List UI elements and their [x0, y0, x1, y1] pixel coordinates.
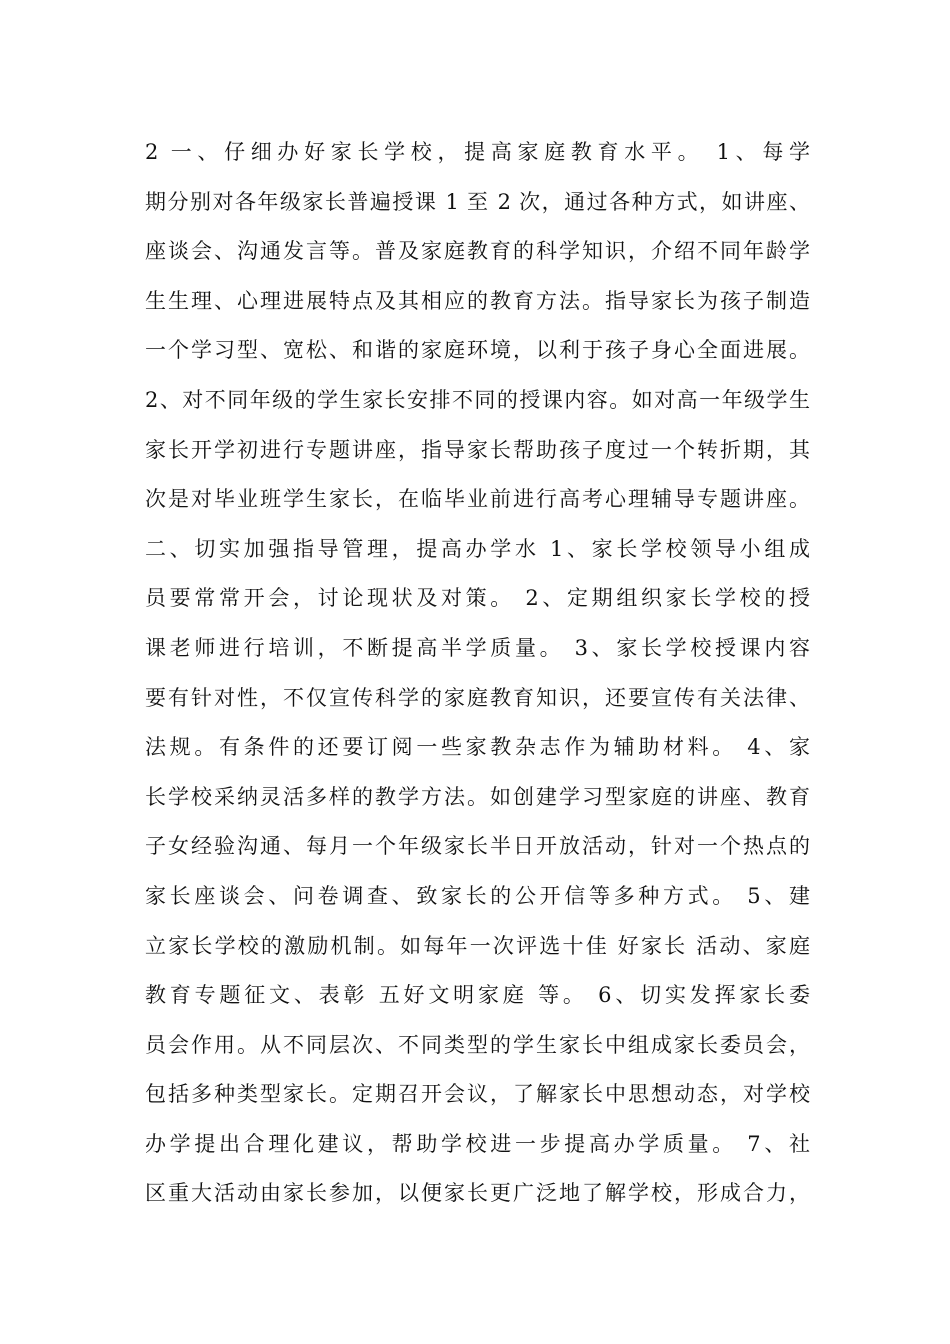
text-line: 2、对不同年级的学生家长安排不同的授课内容。如对高一年级学生: [145, 387, 810, 412]
text-line: 办学提出合理化建议，帮助学校进一步提高办学质量。 7、社: [145, 1131, 810, 1156]
text-line: 课老师进行培训，不断提高半学质量。 3、家长学校授课内容: [145, 635, 810, 660]
text-line: 期分别对各年级家长普遍授课 1 至 2 次，通过各种方式，如讲座、: [145, 189, 810, 214]
text-line: 法规。有条件的还要订阅一些家教杂志作为辅助材料。 4、家: [145, 735, 810, 760]
text-line: 2 一、仔细办好家长学校，提高家庭教育水平。 1、每学: [145, 140, 810, 164]
text-line: 区重大活动由家长参加，以便家长更广泛地了解学校，形成合力，: [145, 1181, 810, 1206]
text-line: 生生理、心理进展特点及其相应的教育方法。指导家长为孩子制造: [145, 288, 810, 313]
text-line: 员要常常开会，讨论现状及对策。 2、定期组织家长学校的授: [145, 586, 810, 611]
text-line: 一个学习型、宽松、和谐的家庭环境，以利于孩子身心全面进展。: [145, 338, 810, 363]
text-line: 员会作用。从不同层次、不同类型的学生家长中组成家长委员会，: [145, 1032, 810, 1057]
text-line: 子女经验沟通、每月一个年级家长半日开放活动，针对一个热点的: [145, 834, 810, 859]
text-line: 教育专题征文、表彰 五好文明家庭 等。 6、切实发挥家长委: [145, 983, 810, 1008]
text-line: 家长座谈会、问卷调查、致家长的公开信等多种方式。 5、建: [145, 883, 810, 908]
text-line: 要有针对性，不仅宣传科学的家庭教育知识，还要宣传有关法律、: [145, 685, 810, 710]
text-line: 二、切实加强指导管理，提高办学水 1、家长学校领导小组成: [145, 536, 810, 561]
body-text: [145, 128, 810, 1219]
text-line: 长学校采纳灵活多样的教学方法。如创建学习型家庭的讲座、教育: [145, 784, 810, 809]
text-line: 座谈会、沟通发言等。普及家庭教育的科学知识，介绍不同年龄学: [145, 239, 810, 264]
text-line: 次是对毕业班学生家长，在临毕业前进行高考心理辅导专题讲座。: [145, 487, 810, 512]
text-line: 家长开学初进行专题讲座，指导家长帮助孩子度过一个转折期，其: [145, 437, 810, 462]
text-line: 立家长学校的激励机制。如每年一次评选十佳 好家长 活动、家庭: [145, 933, 810, 958]
text-line: 包括多种类型家长。定期召开会议，了解家长中思想动态，对学校: [145, 1082, 810, 1107]
